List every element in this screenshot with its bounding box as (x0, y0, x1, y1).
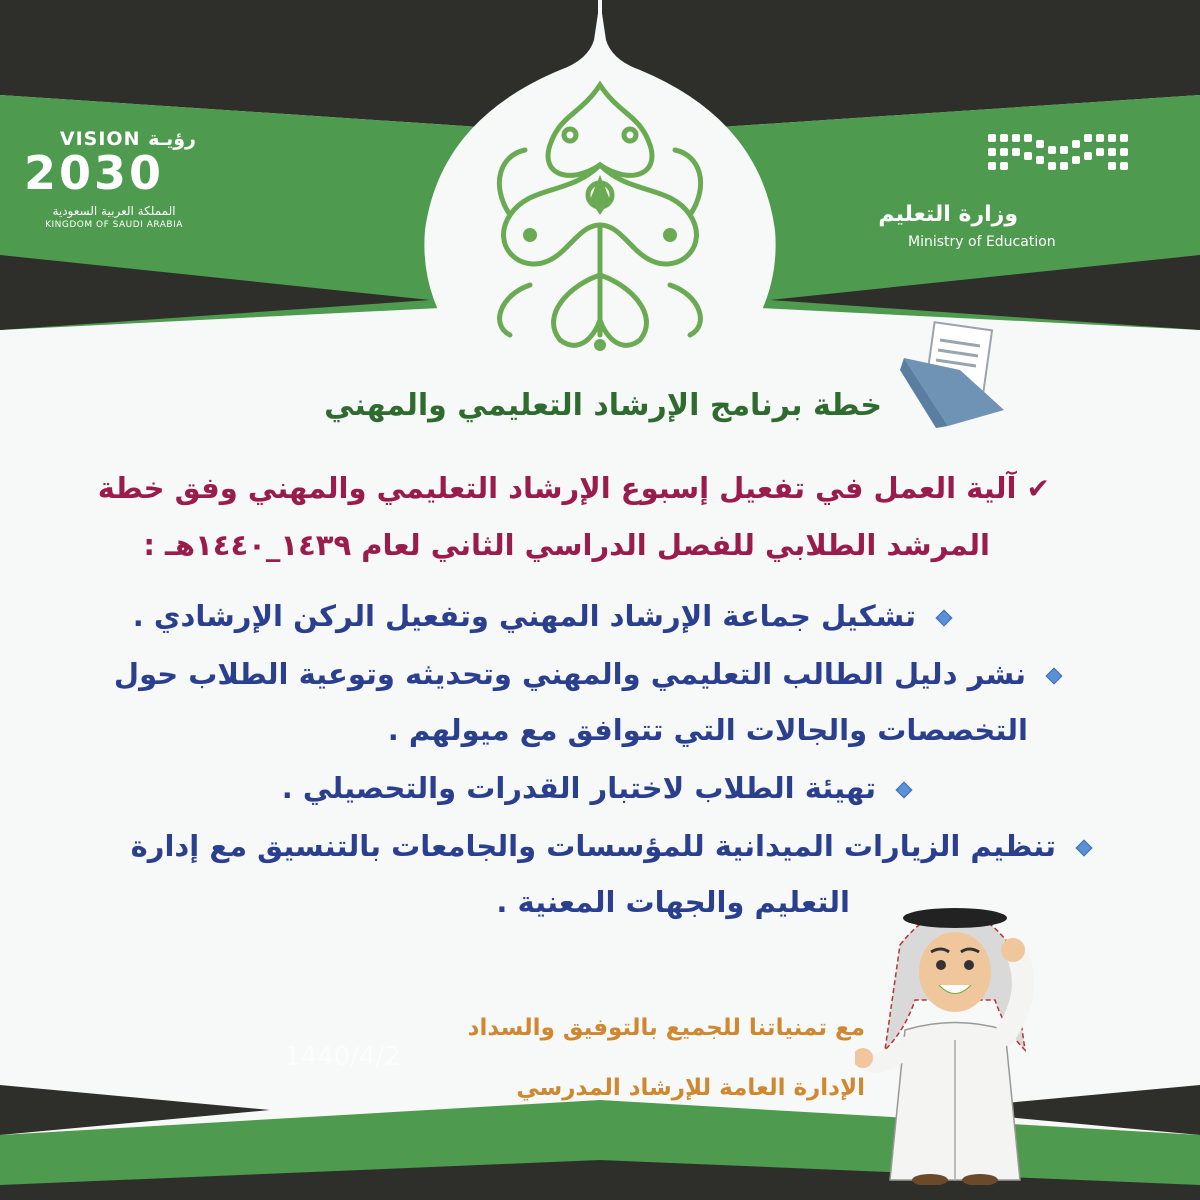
vision-country-arabic: المملكة العربية السعودية (52, 204, 176, 218)
diamond-bullet-icon (936, 610, 953, 627)
vision-country-english: KINGDOM OF SAUDI ARABIA (45, 220, 183, 230)
intro-text (90, 460, 1050, 573)
diamond-bullet-icon (1046, 668, 1063, 685)
vision-label: VISION رؤيـة (59, 128, 196, 150)
diamond-bullet-icon (1076, 840, 1093, 857)
bullet-item: نشر دليل الطالب التعليمي والمهني وتحديثه وتوعية الطلاب حول التخصصات والجالات التي تتوافق مع ميولهم . (50, 646, 1060, 758)
closing-text (468, 998, 865, 1118)
ministry-of-education-logo (878, 130, 1150, 260)
vision-2030-logo (20, 128, 210, 233)
vision-year: 2030 (24, 146, 165, 200)
bullet-item: تهيئة الطلاب لاختبار القدرات والتحصيلي . (50, 760, 910, 816)
student-character-illustration (855, 880, 1055, 1185)
intro-line-2: المرشد الطلابي للفصل الدراسي الثاني لعام ١٤٣٩_١٤٤٠هـ : (143, 528, 990, 562)
checkmark-icon: ✔ (1026, 472, 1050, 505)
closing-signature: الإدارة العامة للإرشاد المدرسي (516, 1075, 865, 1101)
bullet-item: تنظيم الزيارات الميدانية للمؤسسات والجامعات بالتنسيق مع إدارة التعليم والجهات المعنية . (50, 818, 1090, 930)
intro-line-1: ✔ آلية العمل في تفعيل إسبوع الإرشاد التعليمي والمهني وفق خطة (97, 471, 1050, 505)
date-watermark: 1440/4/2 (284, 1042, 401, 1072)
damask-ornament (470, 75, 730, 355)
ministry-name-arabic: وزارة التعليم (878, 202, 1018, 227)
bullet-item: تشكيل جماعة الإرشاد المهني وتفعيل الركن الإرشادي . (50, 588, 950, 644)
folder-icon (900, 318, 1010, 430)
ministry-dots-icon (986, 130, 1136, 182)
page-title: خطة برنامج الإرشاد التعليمي والمهني (324, 388, 882, 423)
ministry-name-english: Ministry of Education (908, 234, 1056, 250)
diamond-bullet-icon (896, 782, 913, 799)
closing-wish: مع تمنياتنا للجميع بالتوفيق والسداد (467, 1015, 865, 1041)
